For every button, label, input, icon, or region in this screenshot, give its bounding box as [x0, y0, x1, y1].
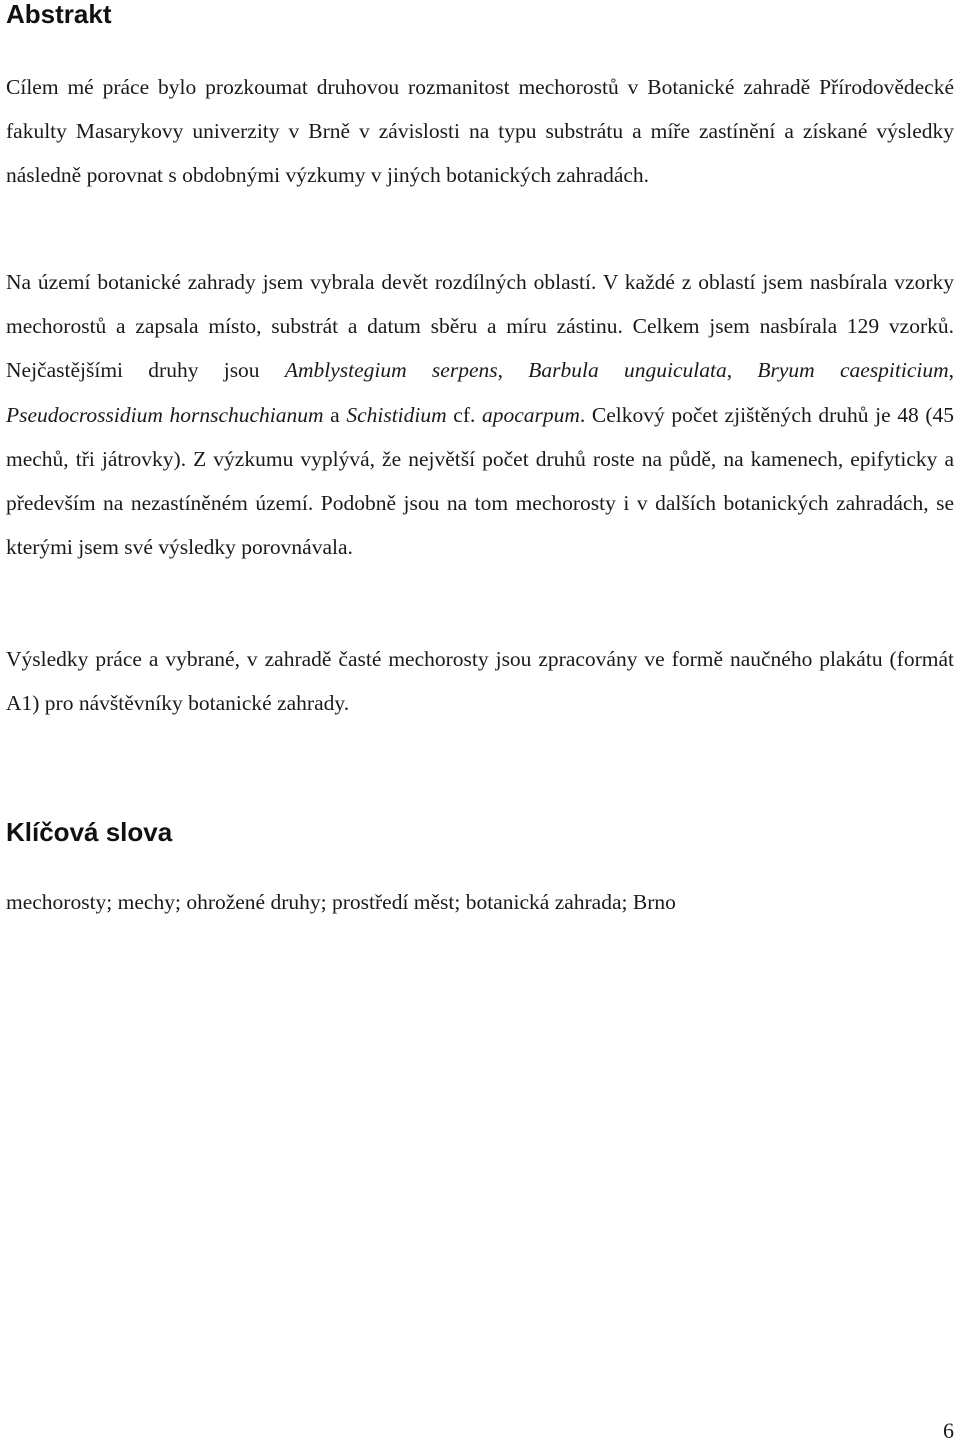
species-name: Amblystegium serpens [284, 358, 498, 383]
species-name: Schistidium [346, 402, 447, 427]
abstract-paragraph-3: Výsledky práce a vybrané, v zahradě časté mechorosty jsou zpracovány ve formě naučného plakátu (formát A1) pro návštěvníky botanické zahrady. [6, 647, 954, 716]
keywords-heading: Klíčová slova [6, 817, 173, 847]
abstract-heading: Abstrakt [6, 0, 112, 29]
abstract-paragraph-2 [6, 260, 954, 569]
separator: , [726, 358, 758, 383]
species-name: apocarpum [481, 402, 580, 427]
separator: cf. [446, 402, 482, 427]
separator: , [497, 358, 529, 383]
species-name: Bryum caespiticium [757, 358, 949, 383]
abstract-paragraph-1: Cílem mé práce bylo prozkoumat druhovou rozmanitost mechorostů v Botanické zahradě Přírodovědecké fakulty Masarykovy univerzity v Brně v závislosti na typu substrátu a míře zastínění a získané výsledky následně porovnat s obdobnými výzkumy v jiných botanických zahradách. [6, 75, 954, 188]
paragraph-text: . Celkový počet zjištěných druhů je 48 (45 mechů, tři játrovky). Z výzkumu vyplývá, že největší počet druhů roste na půdě, na kamenech, epifyticky a především na nezastíněném území. Podobně jsou na tom mechorosty i v dalších botanických zahradách, se kterými jsem své výsledky porovnávala. [6, 402, 955, 560]
separator: a [323, 402, 347, 427]
keywords-text: mechorosty; mechy; ohrožené druhy; prostředí měst; botanická zahrada; Brno [6, 890, 676, 914]
paragraph-text: Na území botanické zahrady jsem vybrala devět rozdílných oblastí. V každé z oblastí jsem nasbírala vzorky mechorostů a zapsala místo, substrát a datum sběru a míru zástinu. Celkem jsem nasbírala 129 vzorků. Nejčastějšími druhy jsou [6, 270, 954, 383]
species-name: Pseudocrossidium hornschuchianum [6, 402, 324, 427]
species-name: Barbula unguiculata [528, 358, 727, 383]
separator: , [948, 358, 955, 383]
page-number: 6 [943, 1418, 954, 1443]
